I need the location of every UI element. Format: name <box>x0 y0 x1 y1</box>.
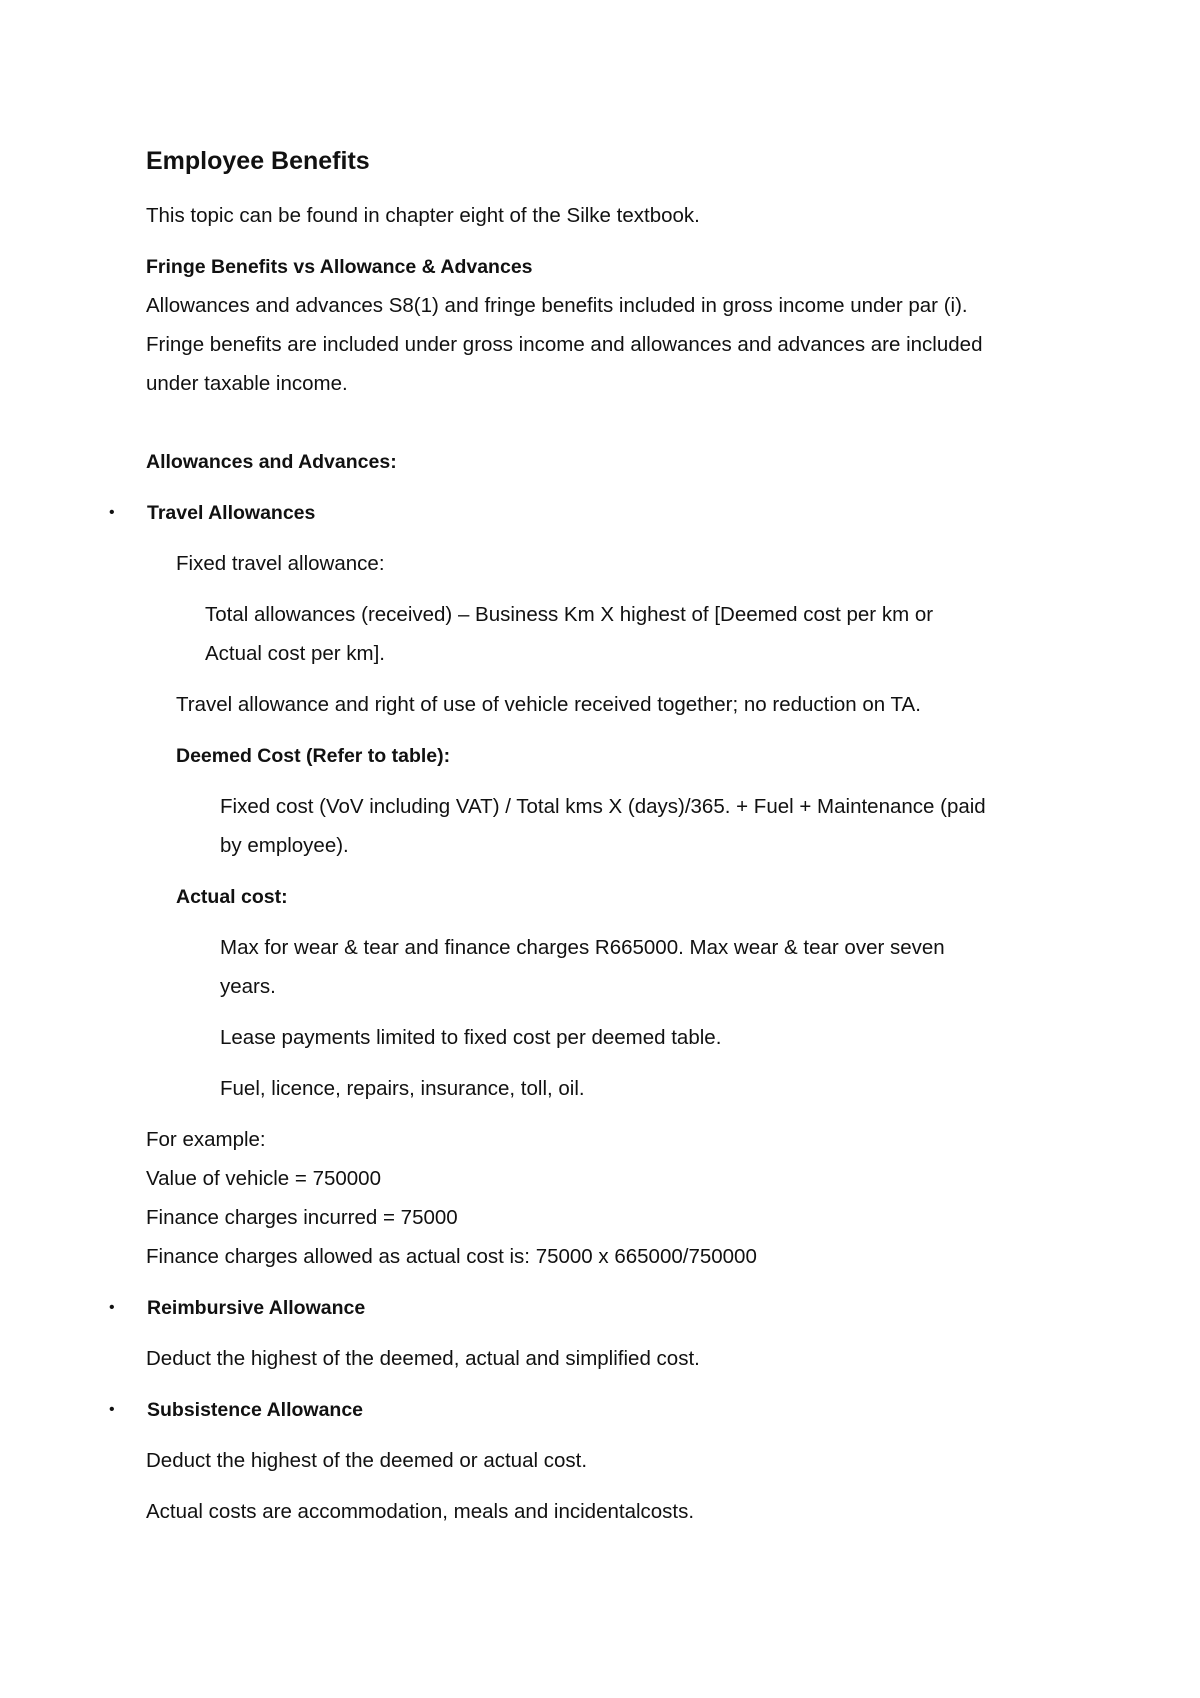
deemed-cost-line: by employee). <box>220 834 349 857</box>
bullet-glyph: • <box>109 504 115 521</box>
section-heading-fringe: Fringe Benefits vs Allowance & Advances <box>146 256 533 278</box>
actual-cost-line: Max for wear & tear and finance charges R665000. Max wear & tear over seven <box>220 936 945 959</box>
fixed-travel-label: Fixed travel allowance: <box>176 552 385 575</box>
list-item-heading-subsistence: Subsistence Allowance <box>147 1399 364 1421</box>
reimbursive-text: Deduct the highest of the deemed, actual and simplified cost. <box>146 1347 700 1370</box>
page-title: Employee Benefits <box>146 147 370 175</box>
paragraph-line: Fringe benefits are included under gross income and allowances and advances are included <box>146 333 983 356</box>
formula-line: Total allowances (received) – Business Km X highest of [Deemed cost per km or <box>205 603 934 626</box>
section-heading-allowances: Allowances and Advances: <box>146 451 397 473</box>
actual-cost-heading: Actual cost: <box>176 886 288 908</box>
actual-cost-line: years. <box>220 975 276 998</box>
paragraph-line: Allowances and advances S8(1) and fringe benefits included in gross income under par (i). <box>146 294 968 317</box>
example-line: Finance charges allowed as actual cost is: 75000 x 665000/750000 <box>146 1245 757 1268</box>
bullet-glyph: • <box>109 1299 115 1316</box>
subsistence-text: Actual costs are accommodation, meals and incidentalcosts. <box>146 1500 695 1523</box>
list-item-heading-travel: Travel Allowances <box>147 502 316 524</box>
example-line: Value of vehicle = 750000 <box>146 1167 381 1190</box>
actual-cost-line: Lease payments limited to fixed cost per deemed table. <box>220 1026 722 1049</box>
paragraph-line: under taxable income. <box>146 372 348 395</box>
bullet-glyph: • <box>109 1401 115 1418</box>
intro-text: This topic can be found in chapter eight of the Silke textbook. <box>146 204 700 227</box>
actual-cost-line: Fuel, licence, repairs, insurance, toll, oil. <box>220 1077 585 1100</box>
travel-note: Travel allowance and right of use of vehicle received together; no reduction on TA. <box>176 693 921 716</box>
deemed-cost-line: Fixed cost (VoV including VAT) / Total kms X (days)/365. + Fuel + Maintenance (paid <box>220 795 986 818</box>
deemed-cost-heading: Deemed Cost (Refer to table): <box>176 745 451 767</box>
example-line: Finance charges incurred = 75000 <box>146 1206 458 1229</box>
list-item-heading-reimbursive: Reimbursive Allowance <box>147 1297 366 1319</box>
subsistence-text: Deduct the highest of the deemed or actual cost. <box>146 1449 588 1472</box>
example-label: For example: <box>146 1128 266 1151</box>
formula-line: Actual cost per km]. <box>205 642 386 665</box>
